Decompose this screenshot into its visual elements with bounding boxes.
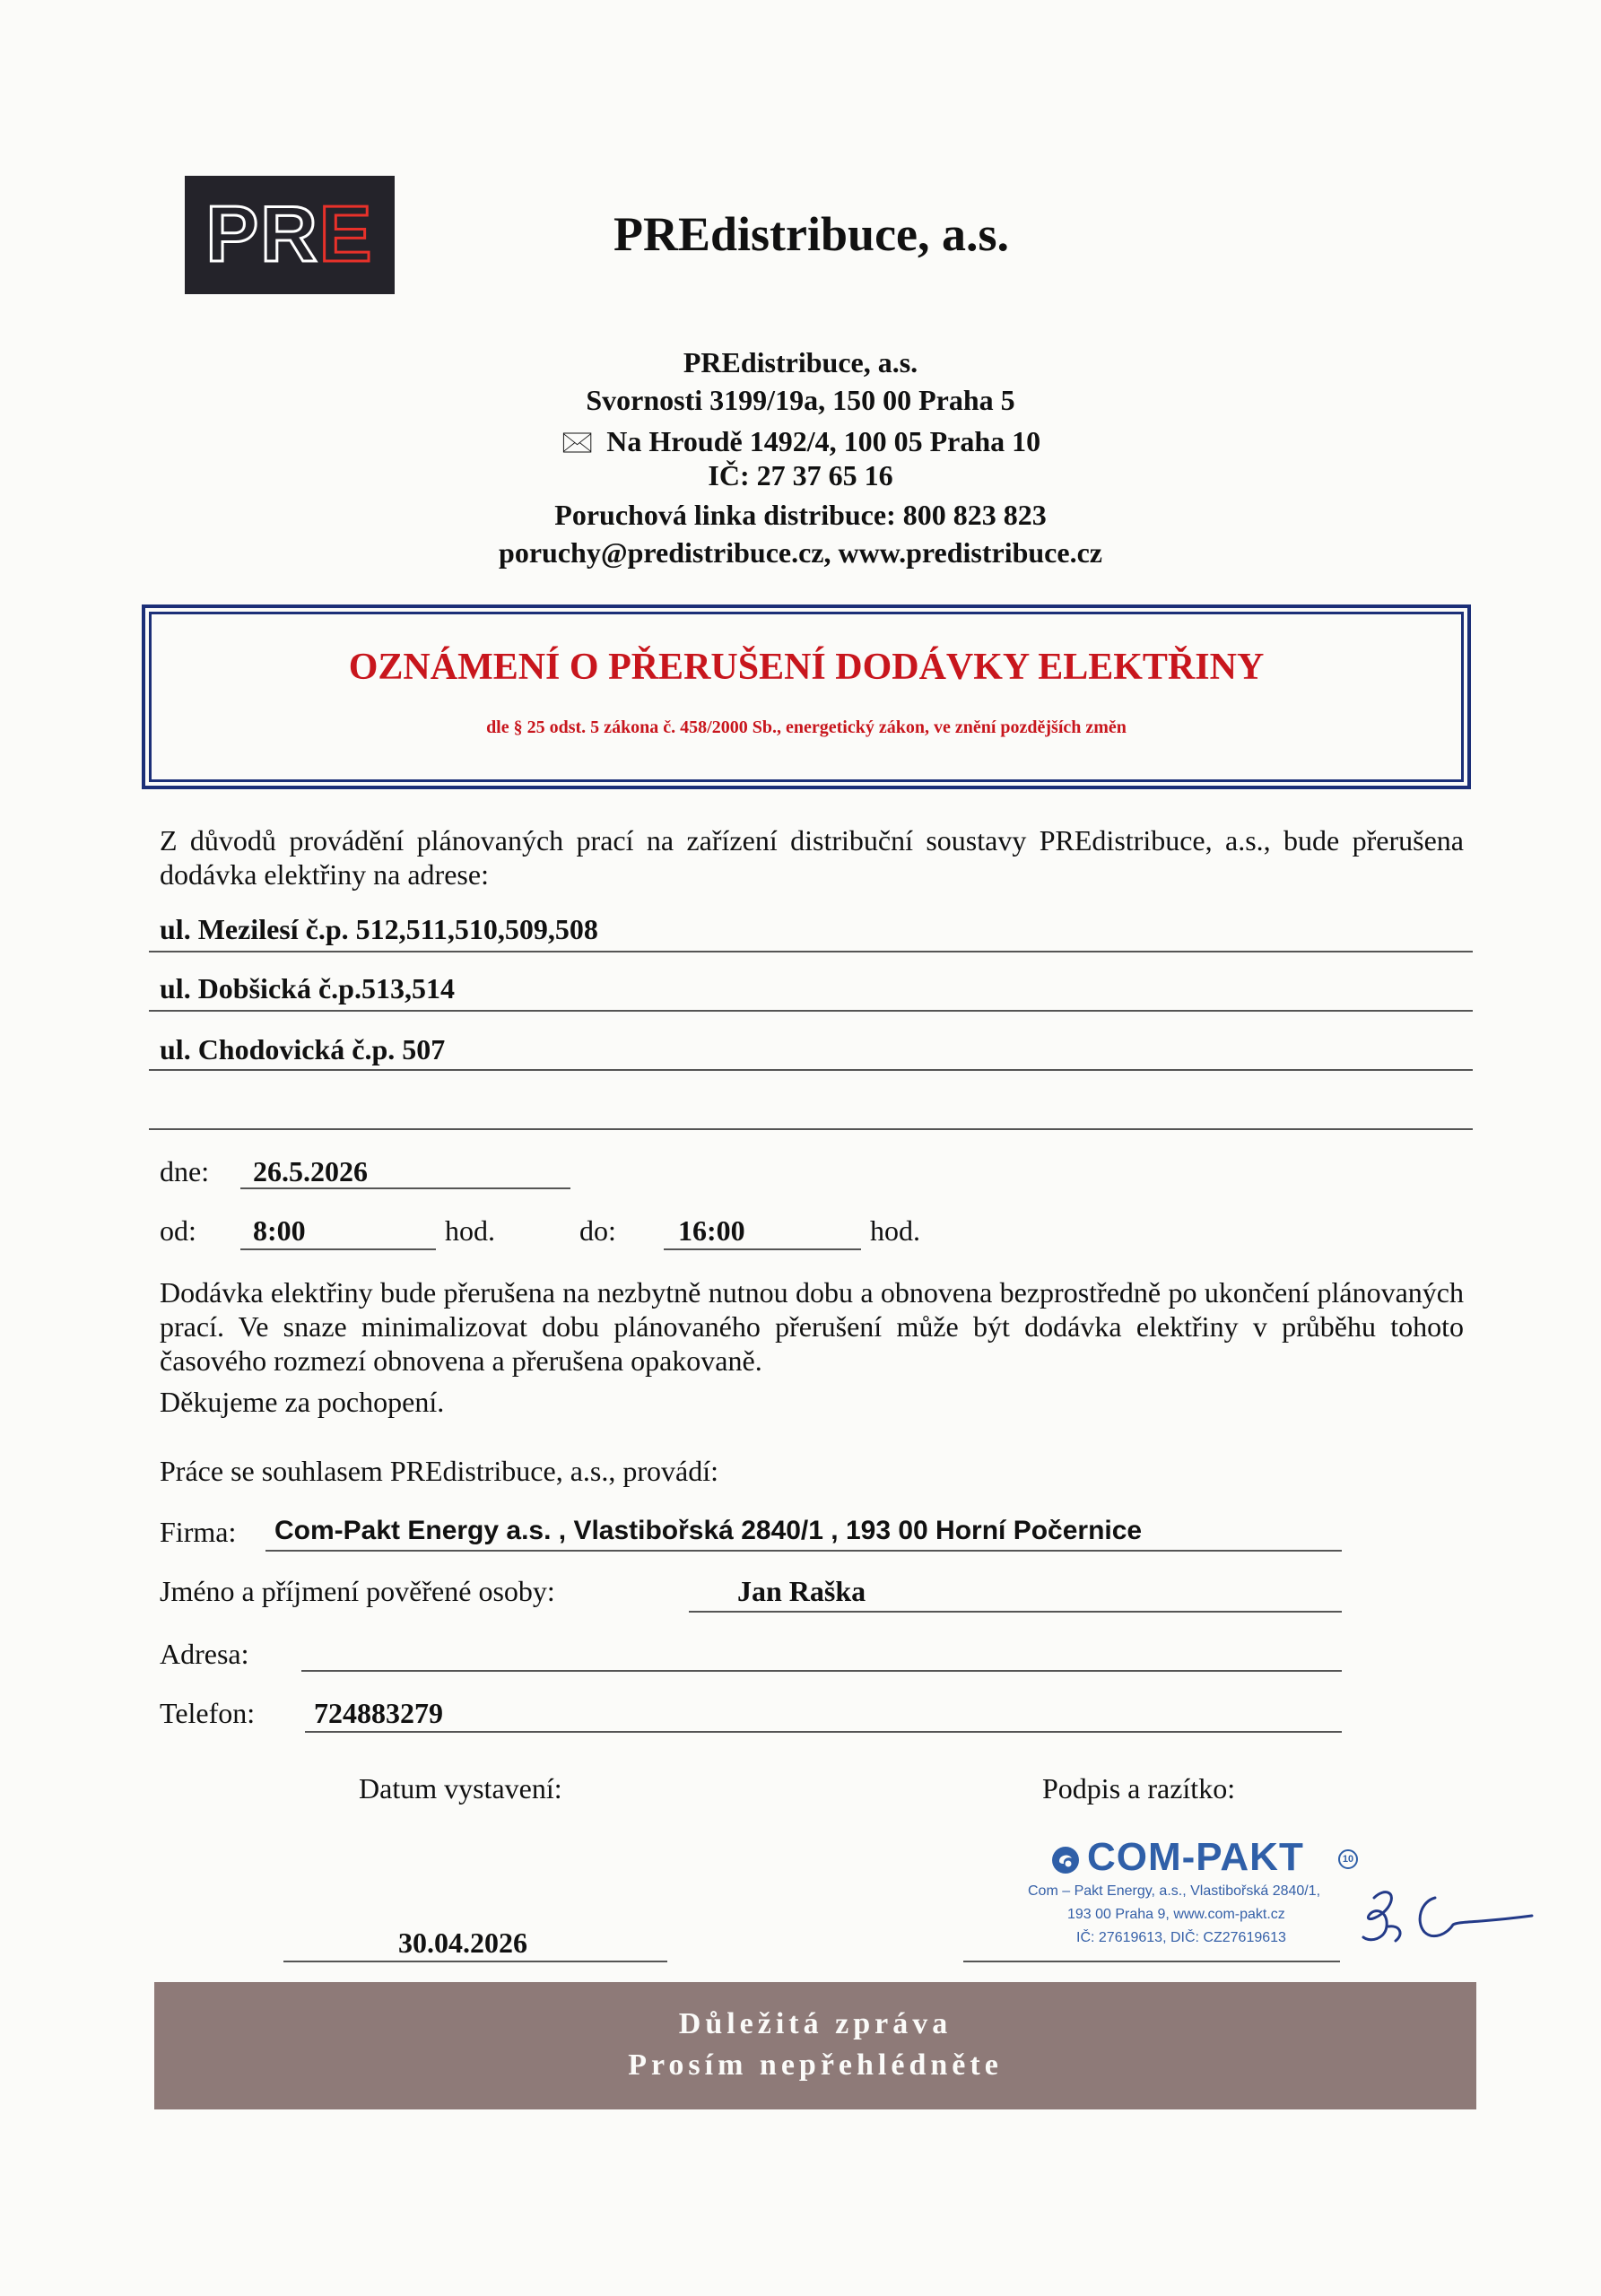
company-name: PREdistribuce, a.s. (683, 346, 918, 378)
pre-logo-text: PRE (205, 189, 374, 278)
to-value: 16:00 (678, 1214, 745, 1247)
address-line-4 (149, 1128, 1473, 1130)
firm-label: Firma: (160, 1516, 237, 1548)
sign-label: Podpis a razítko: (1042, 1772, 1236, 1805)
company-address: Svornosti 3199/19a, 150 00 Praha 5 (586, 384, 1015, 416)
notice-title: OZNÁMENÍ O PŘERUŠENÍ DODÁVKY ELEKTŘINY (348, 647, 1265, 688)
company-postal-address: 🖂 Na Hroudě 1492/4, 100 05 Praha 10 (560, 424, 1041, 458)
footer-line-2: Prosím nepřehlédněte (628, 2048, 1003, 2082)
issue-date-label: Datum vystavení: (359, 1772, 562, 1805)
person-label: Jméno a příjmení pověřené osoby: (160, 1575, 555, 1607)
thanks-text: Děkujeme za pochopení. (160, 1386, 445, 1418)
address-line-2 (149, 1010, 1473, 1012)
from-value: 8:00 (253, 1214, 306, 1247)
stamp-line-2: 193 00 Praha 9, www.com-pakt.cz (1067, 1907, 1285, 1922)
phone-label: Telefon: (160, 1697, 256, 1729)
date-line (240, 1187, 570, 1189)
info-text: Dodávka elektřiny bude přerušena na nezbytně nutnou dobu a obnovena bezprostředně po ukončení plánovaných prací. Ve snaze minimalizovat dobu plánovaného přerušení může být dodávka elektřiny v průběhu tohoto časového rozmezí obnovena a přerušena opakovaně. (160, 1276, 1464, 1377)
company-hotline: Poruchová linka distribuce: 800 823 823 (554, 499, 1047, 531)
contractor-intro: Práce se souhlasem PREdistribuce, a.s., provádí: (160, 1455, 718, 1487)
from-label: od: (160, 1214, 196, 1247)
stamp-line-3: IČ: 27619613, DIČ: CZ27619613 (1076, 1930, 1286, 1945)
hour-label-1: hod. (445, 1214, 495, 1247)
footer-line-1: Důležitá zpráva (678, 2007, 953, 2040)
address-label: Adresa: (160, 1638, 249, 1670)
stamp-line-1: Com – Pakt Energy, a.s., Vlastibořská 2840/1, (1028, 1883, 1321, 1899)
phone-line (305, 1731, 1342, 1733)
signature-line (963, 1961, 1340, 1962)
company-contacts: poruchy@predistribuce.cz, www.predistribuce.cz (499, 536, 1102, 569)
address-line-1 (149, 951, 1473, 952)
to-line (664, 1248, 861, 1250)
address-row-1: ul. Mezilesí č.p. 512,511,510,509,508 (160, 913, 598, 945)
to-label: do: (579, 1214, 616, 1247)
footer-banner (154, 1982, 1476, 2109)
person-value: Jan Raška (737, 1575, 866, 1607)
stamp-reg-mark: 10 (1338, 1849, 1358, 1869)
address-row-2: ul. Dobšická č.p.513,514 (160, 972, 455, 1004)
stamp-brand: COM-PAKT (1087, 1835, 1304, 1879)
handwritten-signature (1353, 1871, 1541, 1961)
company-ic: IČ: 27 37 65 16 (708, 459, 893, 491)
person-line (689, 1611, 1342, 1613)
intro-text: Z důvodů provádění plánovaných prací na zařízení distribuční soustavy PREdistribuce, a.s., bude přerušena dodávka elektřiny na adrese: (160, 824, 1464, 891)
hour-label-2: hod. (870, 1214, 920, 1247)
pre-logo (185, 176, 395, 294)
firm-value: Com-Pakt Energy a.s. , Vlastibořská 2840/1 , 193 00 Horní Počernice (274, 1516, 1143, 1545)
mail-icon: 🖂 (560, 424, 595, 458)
phone-value: 724883279 (314, 1697, 443, 1729)
firm-line (265, 1550, 1342, 1552)
address-line-3 (149, 1069, 1473, 1071)
issue-date-line (283, 1961, 667, 1962)
brand-title: PREdistribuce, a.s. (613, 207, 1010, 261)
date-value: 26.5.2026 (253, 1155, 368, 1187)
from-line (240, 1248, 436, 1250)
date-label: dne: (160, 1155, 210, 1187)
address-line (301, 1670, 1342, 1672)
address-row-3: ul. Chodovická č.p. 507 (160, 1033, 446, 1065)
notice-subtitle: dle § 25 odst. 5 zákona č. 458/2000 Sb., energetický zákon, ve znění pozdějších změn (486, 718, 1127, 737)
notice-box (142, 604, 1471, 789)
issue-date-value: 30.04.2026 (398, 1926, 527, 1959)
compakt-logo-icon (1051, 1846, 1080, 1874)
